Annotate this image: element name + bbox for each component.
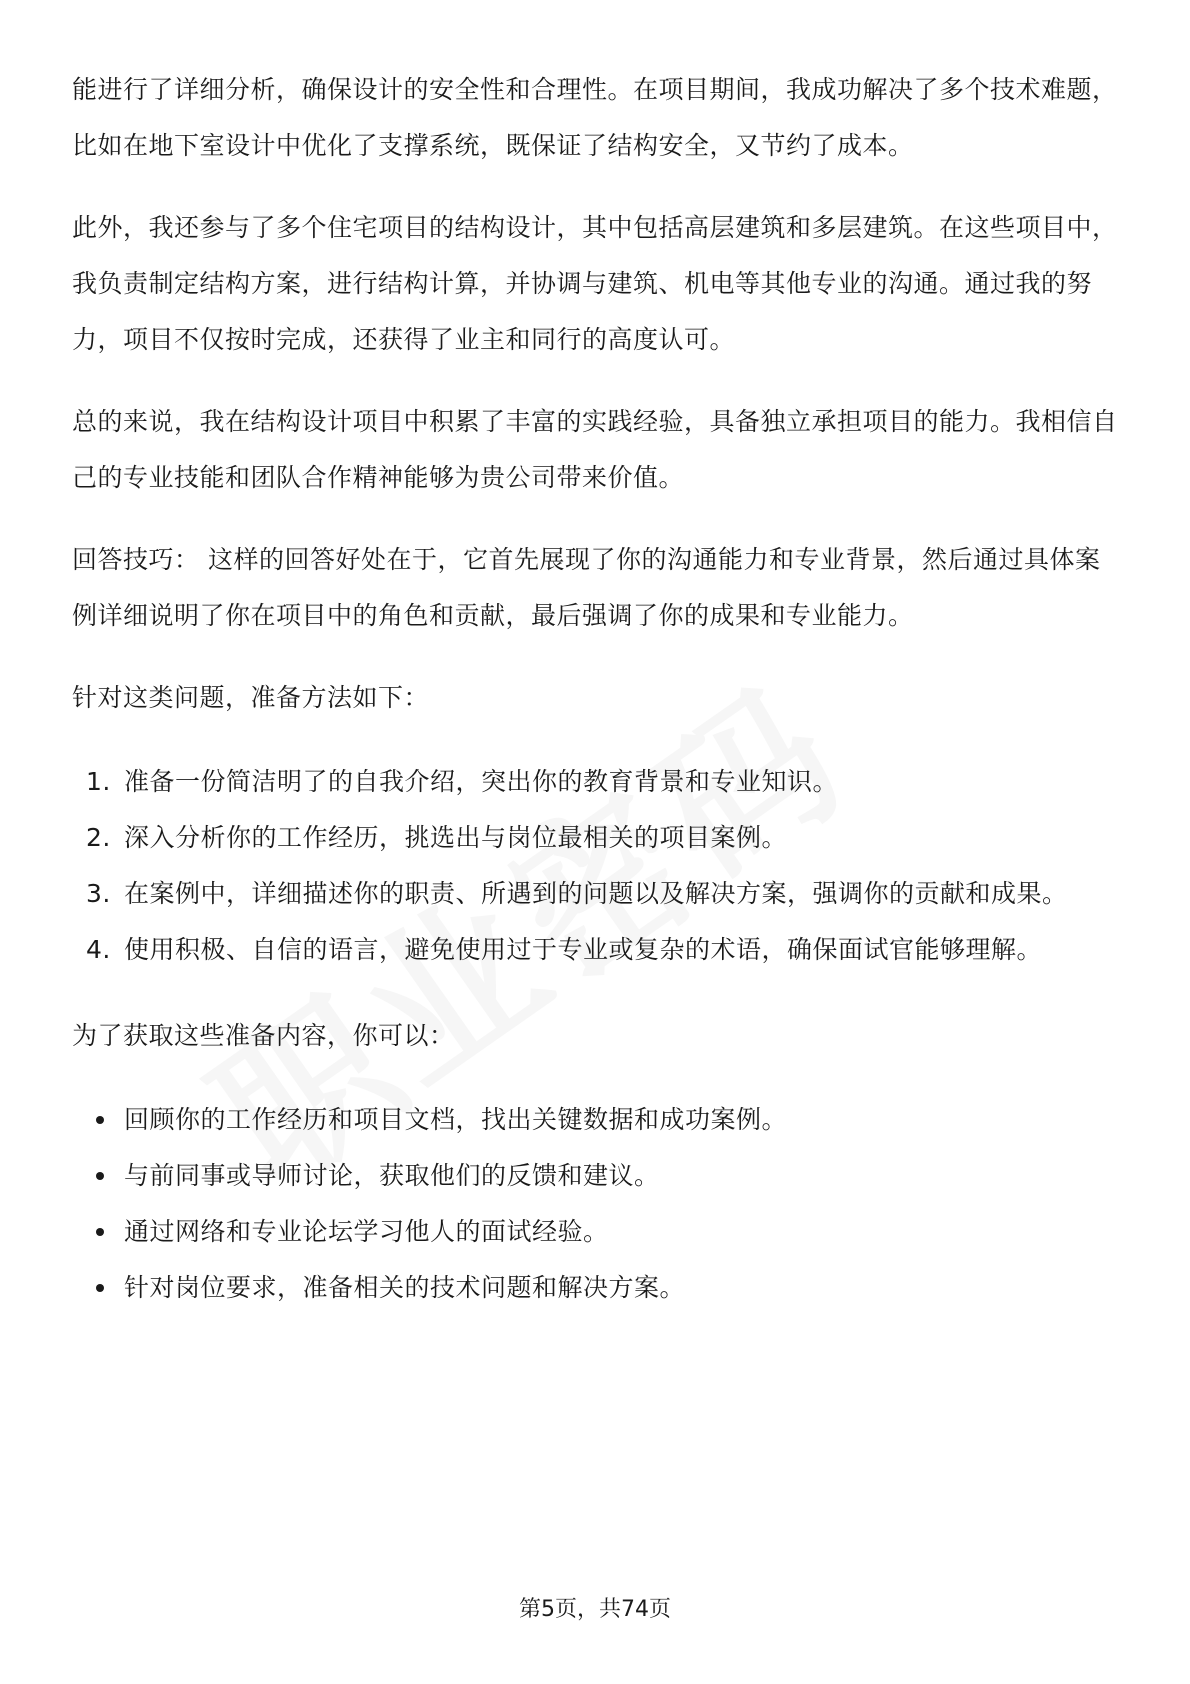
- list-item-number: 4.: [86, 935, 111, 964]
- prep-steps-list: [72, 754, 1122, 978]
- paragraph-summary: 总的来说，我在结构设计项目中积累了丰富的实践经验，具备独立承担项目的能力。我相信自己的专业技能和团队合作精神能够为贵公司带来价值。: [72, 407, 1118, 492]
- list-item-text: 与前同事或导师讨论，获取他们的反馈和建议。: [124, 1161, 660, 1190]
- bullet-icon: [96, 1116, 104, 1124]
- list-item: [72, 1260, 1122, 1316]
- list-item-text: 通过网络和专业论坛学习他人的面试经验。: [124, 1217, 609, 1246]
- list-item: [72, 866, 1122, 922]
- paragraph-residential-projects: 此外，我还参与了多个住宅项目的结构设计，其中包括高层建筑和多层建筑。在这些项目中，我负责制定结构方案，进行结构计算，并协调与建筑、机电等其他专业的沟通。通过我的努力，项目不仅按时完成，还获得了业主和同行的高度认可。: [72, 213, 1118, 354]
- list-item-number: 2.: [86, 823, 111, 852]
- gather-intro: 为了获取这些准备内容，你可以：: [72, 1021, 455, 1050]
- bullet-icon: [96, 1284, 104, 1292]
- list-item: [72, 922, 1122, 978]
- paragraph-project-analysis: 能进行了详细分析，确保设计的安全性和合理性。在项目期间，我成功解决了多个技术难题，比如在地下室设计中优化了支撑系统，既保证了结构安全，又节约了成本。: [72, 75, 1118, 160]
- list-item-number: 1.: [86, 767, 111, 796]
- prep-intro: 针对这类问题，准备方法如下：: [72, 683, 430, 712]
- list-item-text: 深入分析你的工作经历，挑选出与岗位最相关的项目案例。: [124, 823, 788, 852]
- list-item-text: 使用积极、自信的语言，避免使用过于专业或复杂的术语，确保面试官能够理解。: [124, 935, 1043, 964]
- list-item: [72, 754, 1122, 810]
- document-body: [72, 62, 1122, 1316]
- bullet-icon: [96, 1228, 104, 1236]
- gather-tips-list: [72, 1092, 1122, 1316]
- bullet-icon: [96, 1172, 104, 1180]
- list-item: [72, 1148, 1122, 1204]
- list-item-text: 针对岗位要求，准备相关的技术问题和解决方案。: [124, 1273, 686, 1302]
- paragraph-answer-tips: 回答技巧： 这样的回答好处在于，它首先展现了你的沟通能力和专业背景，然后通过具体案例详细说明了你在项目中的角色和贡献，最后强调了你的成果和专业能力。: [72, 545, 1101, 630]
- list-item: [72, 810, 1122, 866]
- list-item-text: 回顾你的工作经历和项目文档，找出关键数据和成功案例。: [124, 1105, 788, 1134]
- list-item-text: 在案例中，详细描述你的职责、所遇到的问题以及解决方案，强调你的贡献和成果。: [124, 879, 1068, 908]
- page-number-footer: 第5页，共74页: [519, 1597, 671, 1622]
- list-item-text: 准备一份简洁明了的自我介绍，突出你的教育背景和专业知识。: [124, 767, 839, 796]
- list-item-number: 3.: [86, 879, 111, 908]
- list-item: [72, 1092, 1122, 1148]
- list-item: [72, 1204, 1122, 1260]
